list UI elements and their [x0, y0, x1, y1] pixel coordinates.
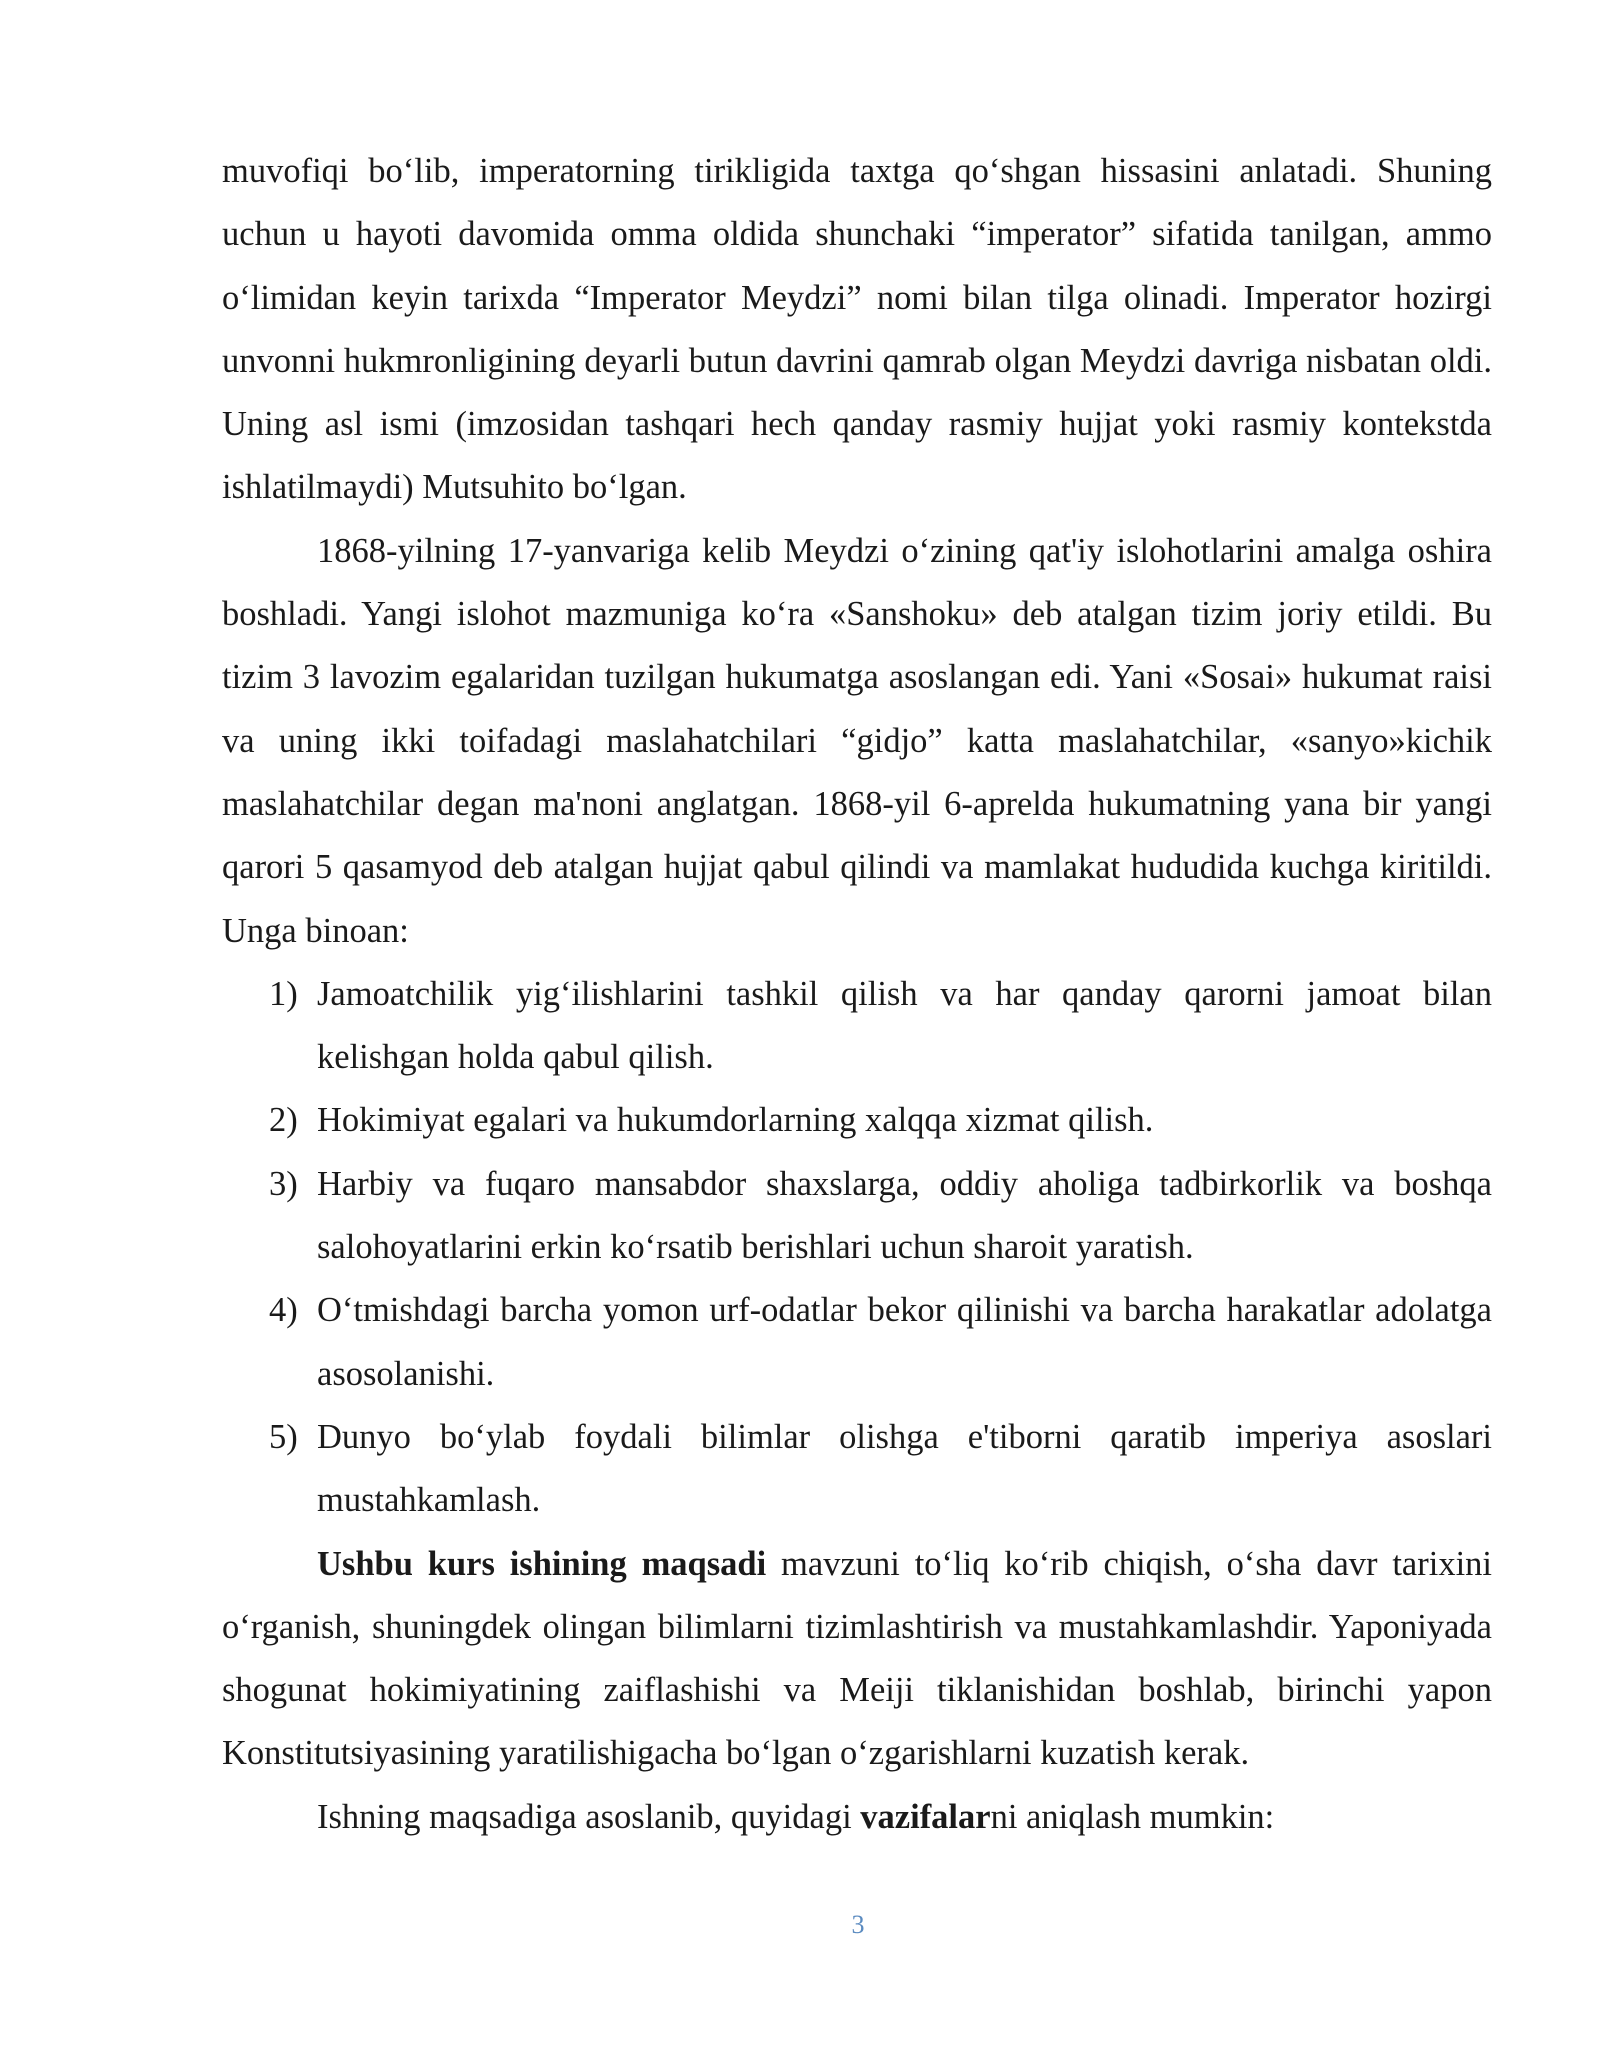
list-text: Jamoatchilik yig‘ilishlarini tashkil qilish va har qanday qarorni jamoat bilan kelishgan holda qabul qilish.: [317, 974, 1492, 1077]
paragraph-3: [222, 1533, 1492, 1786]
list-text: O‘tmishdagi barcha yomon urf-odatlar bekor qilinishi va barcha harakatlar adolatga asosolanishi.: [317, 1291, 1492, 1393]
paragraph-4-text-after: ni aniqlash mumkin:: [990, 1797, 1275, 1836]
paragraph-3-text: mavzuni to‘liq ko‘rib chiqish, o‘sha davr tarixini o‘rganish, shuningdek olingan bilimlarni tizimlashtirish va mustahkamlashdir. Yaponiyada shogunat hokimiyatining zaiflashishi va Meiji tiklanishidan boshlab, birinchi yapon Konstitutsiyasining yaratilishigacha bo‘lgan o‘zgarishlarni kuzatish kerak.: [222, 1544, 1492, 1773]
list-item: [222, 1406, 1492, 1533]
list-number: 5): [269, 1417, 298, 1456]
list-item: [222, 1153, 1492, 1280]
list-number: 4): [269, 1291, 298, 1330]
document-page: [222, 140, 1492, 1849]
list-text: Harbiy va fuqaro mansabdor shaxslarga, oddiy aholiga tadbirkorlik va boshqa salohoyatlarini erkin ko‘rsatib berishlari uchun sharoit yaratish.: [317, 1164, 1492, 1267]
page-number: 3: [851, 1910, 865, 1939]
paragraph-4: [222, 1786, 1492, 1849]
paragraph-4-text-before: Ishning maqsadiga asoslanib, quyidagi: [317, 1797, 861, 1836]
paragraph-4-bold: vazifalar: [860, 1797, 991, 1836]
list-number: 3): [269, 1164, 298, 1203]
list-text: Hokimiyat egalari va hukumdorlarning xalqqa xizmat qilish.: [317, 1101, 1154, 1140]
list-item: [222, 1279, 1492, 1406]
paragraph-2: 1868-yilning 17-yanvariga kelib Meydzi o‘zining qat'iy islohotlarini amalga oshira boshladi. Yangi islohot mazmuniga ko‘ra «Sanshoku» deb atalgan tizim joriy etildi. Bu tizim 3 lavozim egalaridan tuzilgan hukumatga asoslangan edi. Yani «Sosai» hukumat raisi va uning ikki toifadagi maslahatchilari “gidjo” katta maslahatchilar, «sanyo»kichik maslahatchilar degan ma'noni anglatgan. 1868-yil 6-aprelda hukumatning yana bir yangi qarori 5 qasamyod deb atalgan hujjat qabul qilindi va mamlakat hududida kuchga kiritildi. Unga binoan:: [222, 531, 1492, 950]
list-item: [222, 1089, 1492, 1152]
list-item: [222, 963, 1492, 1090]
oath-list: [222, 963, 1492, 1533]
list-number: 2): [269, 1101, 298, 1140]
list-text: Dunyo bo‘ylab foydali bilimlar olishga e'tiborni qaratib imperiya asoslari mustahkamlash.: [317, 1417, 1492, 1520]
list-number: 1): [269, 974, 298, 1013]
paragraph-1: muvofiqi bo‘lib, imperatorning tirikligida taxtga qo‘shgan hissasini anlatadi. Shuning uchun u hayoti davomida omma oldida shunchaki “imperator” sifatida tanilgan, ammo o‘limidan keyin tarixda “Imperator Meydzi” nomi bilan tilga olinadi. Imperator hozirgi unvonni hukmronligining deyarli butun davrini qamrab olgan Meydzi davriga nisbatan oldi. Uning asl ismi (imzosidan tashqari hech qanday rasmiy hujjat yoki rasmiy kontekstda ishlatilmaydi) Mutsuhito bo‘lgan.: [222, 152, 1492, 507]
paragraph-3-bold: Ushbu kurs ishining maqsadi: [317, 1544, 767, 1583]
